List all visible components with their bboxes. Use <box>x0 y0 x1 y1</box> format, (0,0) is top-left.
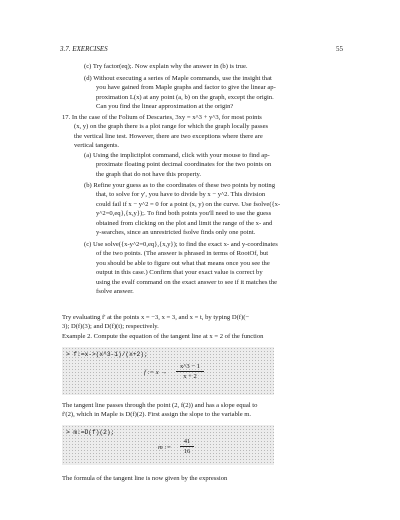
maple-input-f: > f:=x->(x^3-1)/(x+2); <box>66 351 148 358</box>
maple-output-f-fraction <box>176 363 204 380</box>
try-evaluating-text: Try evaluating f' at the points x = −3, x = 3, and x = t, by typing D(f)(− 3); D(f)(3); and D(f)(t); respectively. <box>62 314 250 331</box>
running-header: 3.7. EXERCISES <box>60 45 108 53</box>
closing-text: The formula of the tangent line is now given by the expression <box>62 475 228 482</box>
maple-input-m: > m:=D(f)(2); <box>66 429 115 436</box>
maple-output-m-fraction <box>180 438 194 455</box>
fraction-denominator: 16 <box>183 448 191 455</box>
exercise-17-intro: 17. In the case of the Folium of Descartes, 3xy = x^3 + y^3, for most points (x, y) on the graph there is a plot range for which the graph locally passes the vertical line test. However, there are two exceptions where there are vertical tangents. <box>62 114 269 150</box>
exercise-17-a: (a) Using the implicitplot command, click with your mouse to find ap- proximate floating point decimal coordinates for the two points on the graph that do not have this property. <box>84 152 272 178</box>
item-c-prev: (c) Try factor(eq);. Now explain why the answer in (b) is true. <box>84 63 248 70</box>
tangent-line-text: The tangent line passes through the point (2, f(2)) and has a slope equal to f'(2), which in Maple is D(f)(2). First assign the slope to the variable m. <box>62 402 258 419</box>
item-d-prev: (d) Without executing a series of Maple commands, use the insight that you have gained from Maple graphs and factor to give the linear ap- proximation L(x) at any point (a, b) on the graph, except the origin. Can you find the linear approximation at the origin? <box>84 75 276 111</box>
exercise-17-c: (c) Use solve({x-y^2=0,eq},{x,y}); to find the exact x- and y-coordinates of the two points. (The answer is phrased in terms of RootOf, but you should be able to figure out what that means once you see the output in this case.) Confirm that your exact value is correct by using the evalf command on the exact answer to see if it matches the fsolve answer. <box>84 241 278 296</box>
page-number: 55 <box>336 45 343 53</box>
fraction-numerator: x^3 − 1 <box>179 363 200 370</box>
fraction-numerator: 41 <box>183 438 191 445</box>
maple-block-m <box>62 425 274 465</box>
fraction-bar <box>180 446 194 447</box>
exercise-17-b: (b) Refine your guess as to the coordinates of these two points by noting that, to solve for y', you have to divide by x − y^2. This division could fail if x − y^2 = 0 for a point (x, y) on the curve. Use fsolve({x- y^2=0,eq},{x,y});. To find both points you'll need to use the guess obtained from clicking on the plot and limit the range of the x- and y-searches, since an unrestricted fsolve finds only one point. <box>84 182 281 237</box>
maple-block-f <box>62 347 274 395</box>
maple-output-f-lhs: f := x → <box>144 369 167 376</box>
fraction-denominator: x + 2 <box>183 373 197 380</box>
fraction-bar <box>176 371 204 372</box>
example-2-heading: Example 2. Compute the equation of the tangent line at x = 2 of the function <box>62 333 264 340</box>
maple-output-m-lhs: m := <box>158 444 172 451</box>
